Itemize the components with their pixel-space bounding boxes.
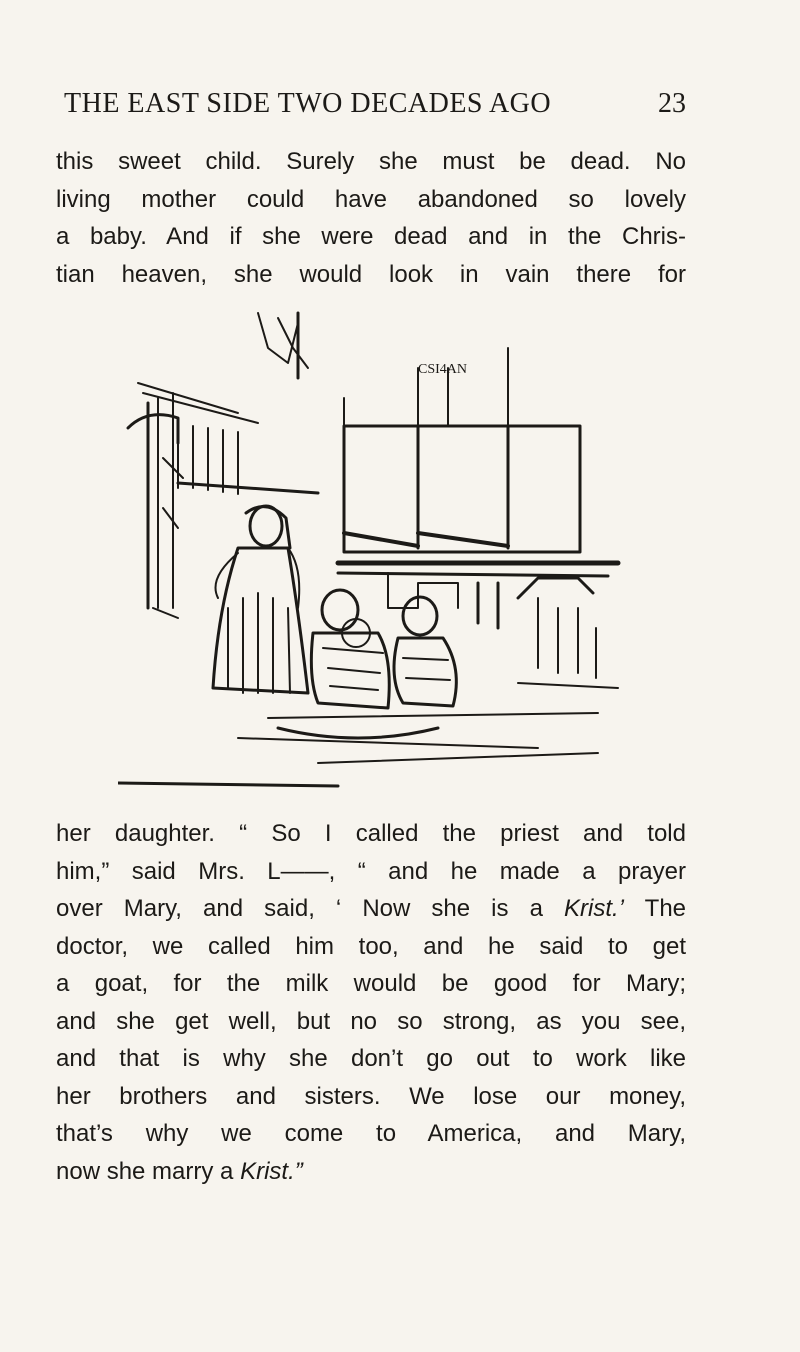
- text-line: and she get well, but no so strong, as you see,: [56, 1007, 686, 1035]
- text-line: this sweet child. Surely she must be dead. No: [56, 148, 686, 175]
- text-line: tian heaven, she would look in vain there for: [56, 260, 686, 288]
- sign-text: CSI4AN: [418, 362, 468, 377]
- text-line: him,” said Mrs. L——, “ and he made a prayer: [56, 857, 686, 885]
- text-line: a baby. And if she were dead and in the Chris-: [56, 223, 686, 250]
- text-line: doctor, we called him too, and he said to get: [56, 932, 686, 960]
- running-title: THE EAST SIDE TWO DECADES AGO: [64, 88, 552, 119]
- text-line: her brothers and sisters. We lose our money,: [56, 1082, 686, 1110]
- text-line: [56, 1153, 686, 1191]
- text-run: The: [624, 895, 687, 922]
- text-run: over Mary, and said, ‘ Now she is a: [56, 895, 565, 922]
- text-run: now she marry a: [56, 1157, 241, 1185]
- page-number: 23: [658, 88, 686, 119]
- text-line: [56, 890, 686, 928]
- text-line: a goat, for the milk would be good for Mary;: [56, 970, 686, 997]
- running-header: [64, 88, 686, 128]
- mother-and-children-illustration: [118, 308, 628, 793]
- text-line: living mother could have abandoned so lovely: [56, 185, 686, 213]
- text-line: and that is why she don’t go out to work like: [56, 1045, 686, 1072]
- italic-word-krist: Krist.’: [564, 895, 625, 922]
- text-line: her daughter. “ So I called the priest and told: [56, 820, 686, 847]
- italic-word-krist: Krist.”: [240, 1157, 303, 1185]
- paragraph-top: [56, 143, 686, 293]
- paragraph-bottom: [56, 815, 686, 1190]
- text-line: that’s why we come to America, and Mary,: [56, 1120, 686, 1147]
